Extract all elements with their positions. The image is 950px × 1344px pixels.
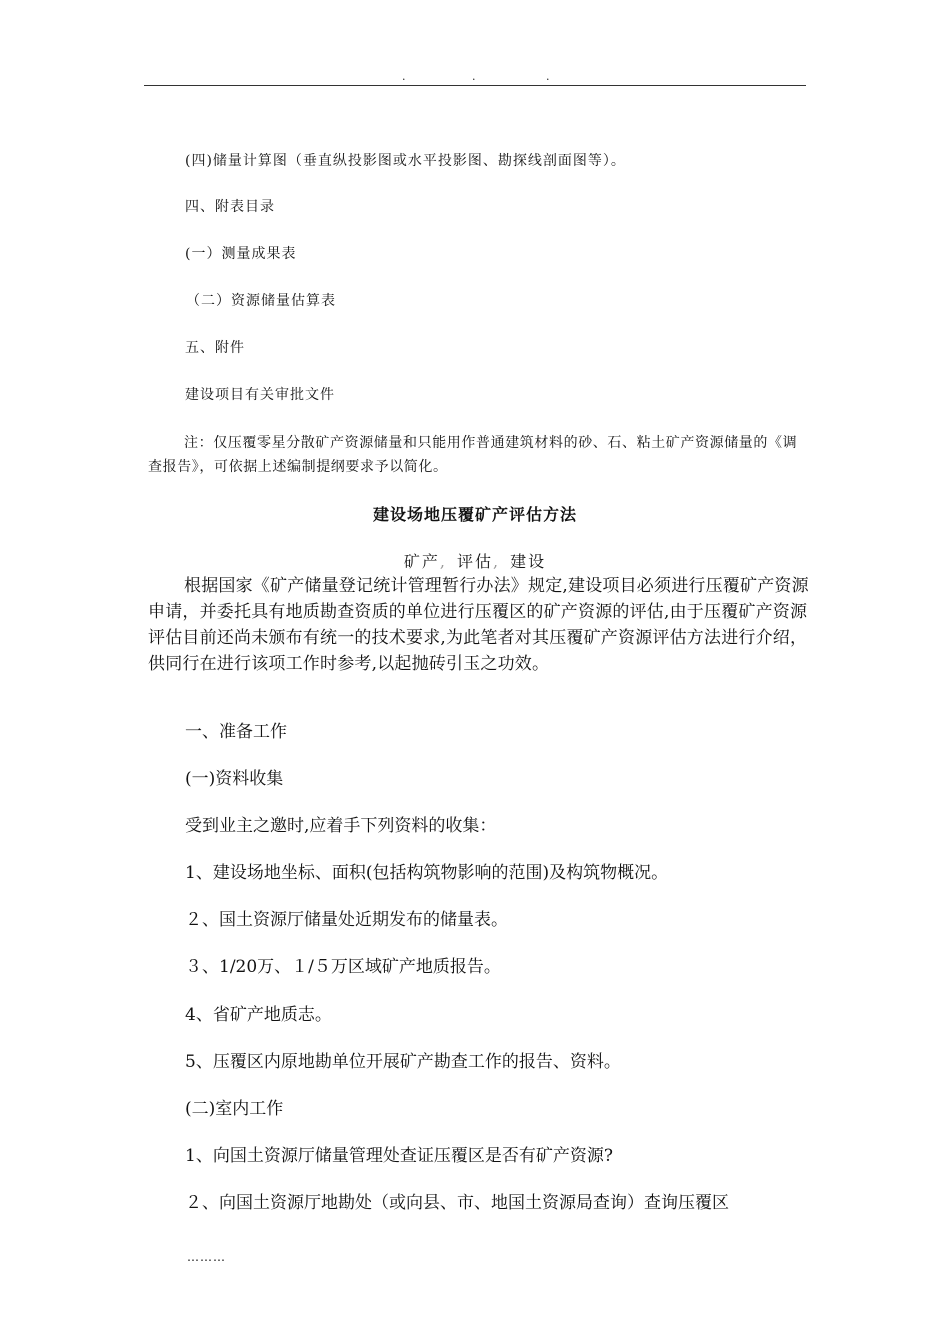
page-footer-dots: ………: [187, 1250, 226, 1264]
header-dot: .: [546, 70, 550, 83]
section-heading: 四、附表目录: [185, 199, 275, 215]
intro-paragraph: 根据国家《矿产储量登记统计管理暂行办法》规定,建设项目必须进行压覆矿产资源申请，并委托具有地质勘查资质的单位进行压覆区的矿产资源的评估,由于压覆矿产资源评估目前还尚未颁布有统一的技术要求,为此笔者对其压覆矿产资源评估方法进行介绍，供同行在进行该项工作时参考,以起抛砖引玉之功效。: [148, 576, 809, 674]
article-title: 建设场地压覆矿产评估方法: [372, 505, 577, 524]
note-paragraph: 注：仅压覆零星分散矿产资源储量和只能用作普通建筑材料的砂、石、粘土矿产资源储量的《调查报告》，可依据上述编制提纲要求予以简化。: [148, 435, 798, 475]
text-line: (一）测量成果表: [185, 246, 297, 262]
section-heading: 一、准备工作: [185, 722, 287, 742]
keyword: 评估: [456, 552, 493, 571]
list-item: ２、向国土资源厅地勘处（或向县、市、地国土资源局查询）查询压覆区: [185, 1193, 729, 1213]
text-line: （二）资源储量估算表: [186, 293, 336, 309]
section-heading: 五、附件: [185, 340, 245, 356]
header-dot: .: [402, 70, 406, 83]
text-line: (四)储量计算图（垂直纵投影图或水平投影图、勘探线剖面图等）。: [185, 153, 626, 169]
keyword: 建设: [510, 552, 547, 571]
keyword: 矿产: [403, 552, 440, 571]
list-item: 1、建设场地坐标、面积(包括构筑物影响的范围)及构筑物概况。: [185, 863, 669, 883]
list-item: ２、国土资源厅储量处近期发布的储量表。: [185, 910, 508, 930]
subsection-heading: (一)资料收集: [185, 769, 284, 789]
list-item: 5、压覆区内原地勘单位开展矿产勘查工作的报告、资料。: [185, 1052, 621, 1072]
header-dot: .: [472, 70, 476, 83]
text-line: 受到业主之邀时,应着手下列资料的收集：: [185, 816, 497, 836]
subsection-heading: (二)室内工作: [185, 1099, 284, 1119]
list-item: 4、省矿产地质志。: [185, 1005, 332, 1025]
list-item: 1、向国土资源厅储量管理处查证压覆区是否有矿产资源?: [185, 1146, 613, 1166]
text-line: 建设项目有关审批文件: [185, 387, 335, 403]
page-header-dots: [144, 70, 806, 84]
header-rule: [144, 85, 806, 86]
article-keywords: 矿产, 评估, 建设: [144, 550, 806, 574]
list-item: ３、1/20万、１/５万区域矿产地质报告。: [185, 957, 501, 977]
